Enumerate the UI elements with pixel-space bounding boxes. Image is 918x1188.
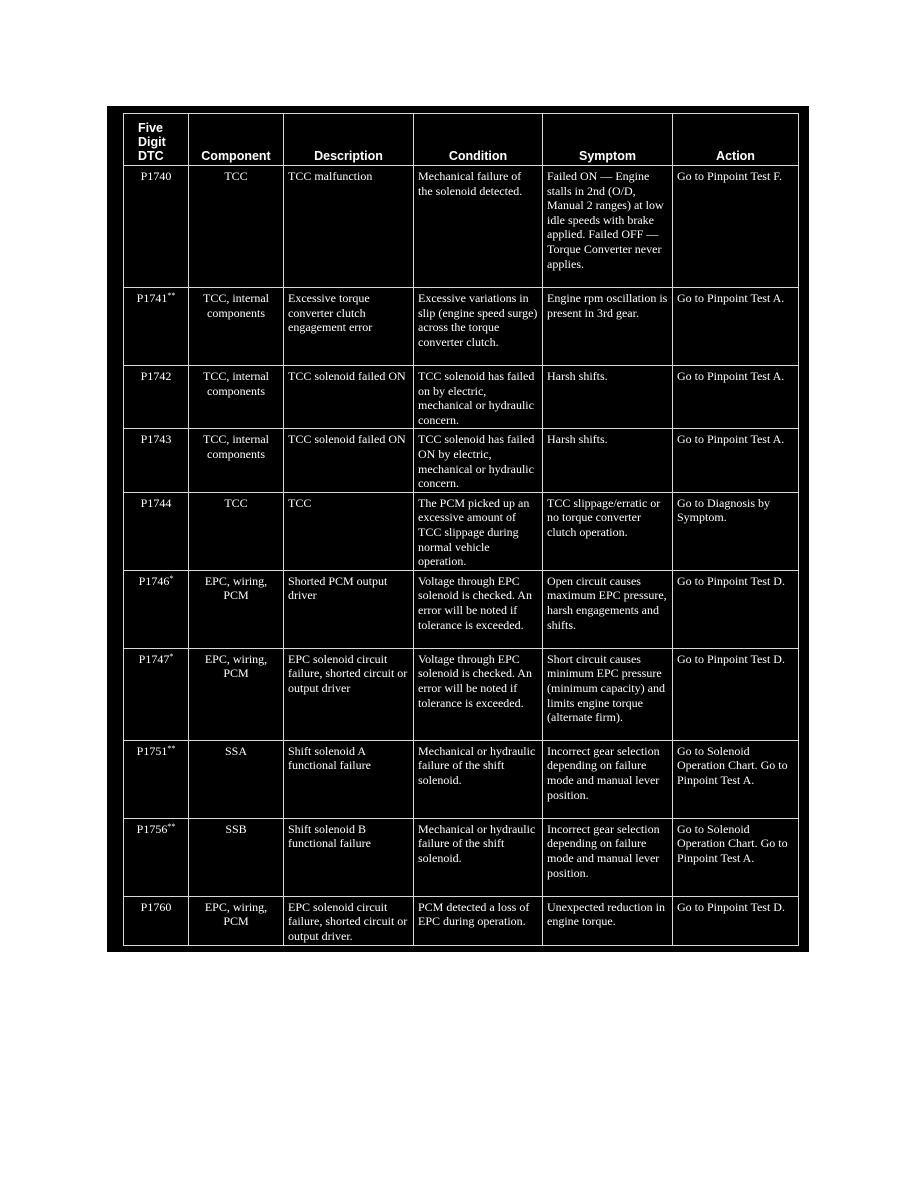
condition-cell: Mechanical failure of the solenoid detected. xyxy=(414,166,543,288)
table-header-row xyxy=(124,114,799,166)
dtc-code: P1744 xyxy=(140,495,172,510)
condition-cell: The PCM picked up an excessive amount of TCC slippage during normal vehicle operation. xyxy=(414,492,543,570)
action-cell: Go to Pinpoint Test A. xyxy=(673,366,799,429)
table-row xyxy=(124,896,799,945)
action-cell: Go to Solenoid Operation Chart. Go to Pinpoint Test A. xyxy=(673,818,799,896)
scanned-table-image xyxy=(107,106,809,952)
dtc-code-cell xyxy=(124,492,189,570)
component-cell: TCC, internal components xyxy=(189,366,284,429)
component-cell: SSB xyxy=(189,818,284,896)
header-dtc-line3: DTC xyxy=(138,149,164,163)
dtc-footnote-mark: * xyxy=(169,573,174,583)
dtc-code-cell xyxy=(124,896,189,945)
description-cell: TCC solenoid failed ON xyxy=(284,366,414,429)
component-cell: TCC xyxy=(189,166,284,288)
dtc-code: P1760 xyxy=(140,899,172,914)
description-cell: TCC solenoid failed ON xyxy=(284,429,414,492)
description-cell: TCC malfunction xyxy=(284,166,414,288)
action-cell: Go to Pinpoint Test D. xyxy=(673,648,799,740)
description-cell: EPC solenoid circuit failure, shorted circuit or output driver. xyxy=(284,896,414,945)
condition-cell: Voltage through EPC solenoid is checked. An error will be noted if tolerance is exceeded. xyxy=(414,648,543,740)
action-cell: Go to Pinpoint Test F. xyxy=(673,166,799,288)
dtc-code-cell xyxy=(124,648,189,740)
table-row xyxy=(124,366,799,429)
component-cell: SSA xyxy=(189,740,284,818)
dtc-code: P1747 xyxy=(138,651,170,666)
condition-cell: Mechanical or hydraulic failure of the shift solenoid. xyxy=(414,740,543,818)
table-row xyxy=(124,288,799,366)
condition-cell: TCC solenoid has failed ON by electric, mechanical or hydraulic concern. xyxy=(414,429,543,492)
table-row xyxy=(124,166,799,288)
dtc-code-cell xyxy=(124,570,189,648)
condition-cell: TCC solenoid has failed on by electric, mechanical or hydraulic concern. xyxy=(414,366,543,429)
condition-cell: PCM detected a loss of EPC during operation. xyxy=(414,896,543,945)
table-row xyxy=(124,492,799,570)
dtc-code-cell xyxy=(124,288,189,366)
header-dtc-line1: Five xyxy=(138,121,164,135)
action-cell: Go to Pinpoint Test D. xyxy=(673,570,799,648)
component-cell: TCC xyxy=(189,492,284,570)
header-symptom: Symptom xyxy=(543,114,673,166)
dtc-code-cell xyxy=(124,166,189,288)
symptom-cell: Incorrect gear selection depending on failure mode and manual lever position. xyxy=(543,818,673,896)
description-cell: Shorted PCM output driver xyxy=(284,570,414,648)
description-cell: EPC solenoid circuit failure, shorted circuit or output driver xyxy=(284,648,414,740)
component-cell: TCC, internal components xyxy=(189,429,284,492)
dtc-code-cell xyxy=(124,366,189,429)
header-description: Description xyxy=(284,114,414,166)
table-row xyxy=(124,818,799,896)
symptom-cell: Open circuit causes maximum EPC pressure, harsh engagements and shifts. xyxy=(543,570,673,648)
symptom-cell: Harsh shifts. xyxy=(543,429,673,492)
table-row xyxy=(124,648,799,740)
dtc-code-cell xyxy=(124,429,189,492)
table-row xyxy=(124,429,799,492)
dtc-table xyxy=(123,113,799,946)
action-cell: Go to Pinpoint Test A. xyxy=(673,429,799,492)
dtc-code-cell xyxy=(124,740,189,818)
description-cell: Shift solenoid A functional failure xyxy=(284,740,414,818)
dtc-footnote-mark: ** xyxy=(167,743,176,753)
header-dtc xyxy=(124,114,189,166)
description-cell: TCC xyxy=(284,492,414,570)
component-cell: EPC, wiring, PCM xyxy=(189,570,284,648)
action-cell: Go to Diagnosis by Symptom. xyxy=(673,492,799,570)
condition-cell: Excessive variations in slip (engine speed surge) across the torque converter clutch. xyxy=(414,288,543,366)
header-dtc-line2: Digit xyxy=(138,135,166,149)
dtc-code: P1743 xyxy=(140,432,172,447)
dtc-code: P1742 xyxy=(140,369,172,383)
header-component: Component xyxy=(189,114,284,166)
action-cell: Go to Solenoid Operation Chart. Go to Pinpoint Test A. xyxy=(673,740,799,818)
symptom-cell: Short circuit causes minimum EPC pressure (minimum capacity) and limits engine torque (alternate firm). xyxy=(543,648,673,740)
symptom-cell: Harsh shifts. xyxy=(543,366,673,429)
condition-cell: Voltage through EPC solenoid is checked. An error will be noted if tolerance is exceeded. xyxy=(414,570,543,648)
component-cell: TCC, internal components xyxy=(189,288,284,366)
header-condition: Condition xyxy=(414,114,543,166)
dtc-footnote-mark: * xyxy=(169,651,174,661)
dtc-code: P1741 xyxy=(136,291,168,305)
symptom-cell: Failed ON — Engine stalls in 2nd (O/D, Manual 2 ranges) at low idle speeds with brake applied. Failed OFF — Torque Converter never applies. xyxy=(543,166,673,288)
dtc-footnote-mark: ** xyxy=(167,291,176,300)
dtc-code: P1756 xyxy=(136,821,168,836)
dtc-footnote-mark: ** xyxy=(167,821,176,831)
header-action: Action xyxy=(673,114,799,166)
description-cell: Excessive torque converter clutch engagement error xyxy=(284,288,414,366)
symptom-cell: Incorrect gear selection depending on failure mode and manual lever position. xyxy=(543,740,673,818)
dtc-code: P1751 xyxy=(136,743,168,758)
action-cell: Go to Pinpoint Test D. xyxy=(673,896,799,945)
dtc-code: P1746 xyxy=(138,573,170,588)
condition-cell: Mechanical or hydraulic failure of the shift solenoid. xyxy=(414,818,543,896)
table-row xyxy=(124,740,799,818)
dtc-code: P1740 xyxy=(140,169,172,183)
symptom-cell: Engine rpm oscillation is present in 3rd gear. xyxy=(543,288,673,366)
description-cell: Shift solenoid B functional failure xyxy=(284,818,414,896)
action-cell: Go to Pinpoint Test A. xyxy=(673,288,799,366)
dtc-code-cell xyxy=(124,818,189,896)
component-cell: EPC, wiring, PCM xyxy=(189,896,284,945)
table-row xyxy=(124,570,799,648)
component-cell: EPC, wiring, PCM xyxy=(189,648,284,740)
symptom-cell: TCC slippage/erratic or no torque converter clutch operation. xyxy=(543,492,673,570)
symptom-cell: Unexpected reduction in engine torque. xyxy=(543,896,673,945)
